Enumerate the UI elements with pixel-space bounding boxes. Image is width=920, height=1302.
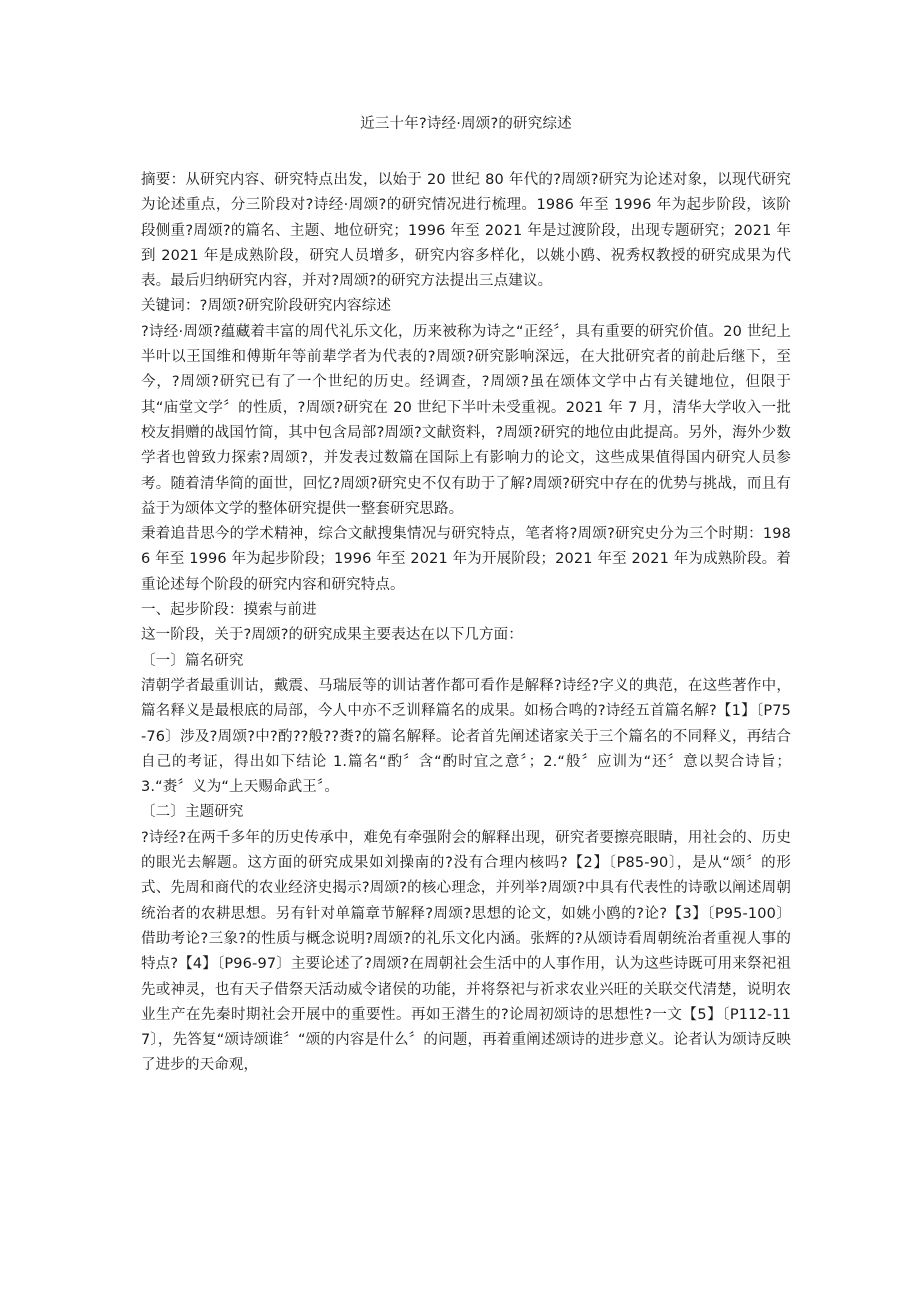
keywords-line: 关键词：?周颂?研究阶段研究内容综述 (141, 298, 392, 315)
section-1-heading: 一、起步阶段：摸索与前进 (141, 602, 317, 619)
subsection-1-text: 清朝学者最重训诂，戴震、马瑞辰等的训诂著作都可看作是解释?诗经?字义的典范，在这些著作中，篇名释义是最根底的局部，今人中亦不乏训释篇名的成果。如杨合鸣的?诗经五首篇名解?【1】〔P75-76〕涉及?周颂?中?酌??般??赉?的篇名解释。论者首先阐述诸家关于三个篇名的不同释义，再结合自己的考证，得出如下结论 1.篇名“酌〞含“酌时宜之意〞；2.“般〞应训为“还〞意以契合诗旨；3.“赉〞义为“上天赐命武王〞。 (141, 677, 791, 796)
section-1-intro: 这一阶段，关于?周颂?的研究成果主要表达在以下几方面： (141, 627, 523, 644)
document-title: 近三十年?诗经·周颂?的研究综述 (360, 116, 572, 132)
subsection-2-heading: 〔二〕主题研究 (141, 804, 244, 821)
document-page (141, 112, 791, 1079)
intro-paragraph-2: 秉着追昔思今的学术精神，综合文献搜集情况与研究特点，笔者将?周颂?研究史分为三个时期：1986 年至 1996 年为起步阶段；1996 年至 2021 年为开展阶段；2021 年至 2021 年为成熟阶段。着重论述每个阶段的研究内容和研究特点。 (141, 526, 791, 593)
intro-paragraph-1: ?诗经·周颂?蕴藏着丰富的周代礼乐文化，历来被称为诗之“正经〞，具有重要的研究价值。20 世纪上半叶以王国维和傅斯年等前辈学者为代表的?周颂?研究影响深远，在大批研究者的前赴后继下，至今，?周颂?研究已有了一个世纪的历史。经调查，?周颂?虽在颂体文学中占有关键地位，但限于其“庙堂文学〞的性质，?周颂?研究在 20 世纪下半叶未受重视。2021 年 7 月，清华大学收入一批校友捐赠的战国竹简，其中包含局部?周颂?文献资料，?周颂?研究的地位由此提高。另外，海外少数学者也曾致力探索?周颂?，并发表过数篇在国际上有影响力的论文，这些成果值得国内研究人员参考。随着清华简的面世，回忆?周颂?研究史不仅有助于了解?周颂?研究中存在的优势与挑战，而且有益于为颂体文学的整体研究提供一整套研究思路。 (141, 323, 791, 517)
subsection-1-heading: 〔一〕篇名研究 (141, 652, 244, 669)
subsection-2-text: ?诗经?在两千多年的历史传承中，难免有牵强附会的解释出现，研究者要擦亮眼睛，用社会的、历史的眼光去解题。这方面的研究成果如刘操南的?没有合理内核吗?【2】〔P85-90〕，是从“颂〞的形式、先周和商代的农业经济史揭示?周颂?的核心理念，并列举?周颂?中具有代表性的诗歌以阐述周朝统治者的农耕思想。另有针对单篇章节解释?周颂?思想的论文，如姚小鸥的?论?【3】〔P95-100〕借助考论?三象?的性质与概念说明?周颂?的礼乐文化内涵。张辉的?从颂诗看周朝统治者重视人事的特点?【4】〔P96-97〕主要论述了?周颂?在周朝社会生活中的人事作用，认为这些诗既可用来祭祀祖先或神灵，也有天子借祭天活动威令诸侯的功能，并将祭祀与祈求农业兴旺的关联交代清楚，说明农业生产在先秦时期社会开展中的重要性。再如王潜生的?论周初颂诗的思想性?一文【5】〔P112-117〕，先答复“颂诗颂谁〞“颂的内容是什么〞的问题，再着重阐述颂诗的进步意义。论者认为颂诗反映了进步的天命观， (141, 829, 791, 1074)
abstract-paragraph: 摘要：从研究内容、研究特点出发，以始于 20 世纪 80 年代的?周颂?研究为论述对象，以现代研究为论述重点，分三阶段对?诗经·周颂?的研究情况进行梳理。1986 年至 1996 年为起步阶段，该阶段侧重?周颂?的篇名、主题、地位研究；1996 年至 2021 年是过渡阶段，出现专题研究；2021 年到 2021 年是成熟阶段，研究人员增多，研究内容多样化，以姚小鸥、祝秀权教授的研究成果为代表。最后归纳研究内容，并对?周颂?的研究方法提出三点建议。 (141, 172, 791, 290)
